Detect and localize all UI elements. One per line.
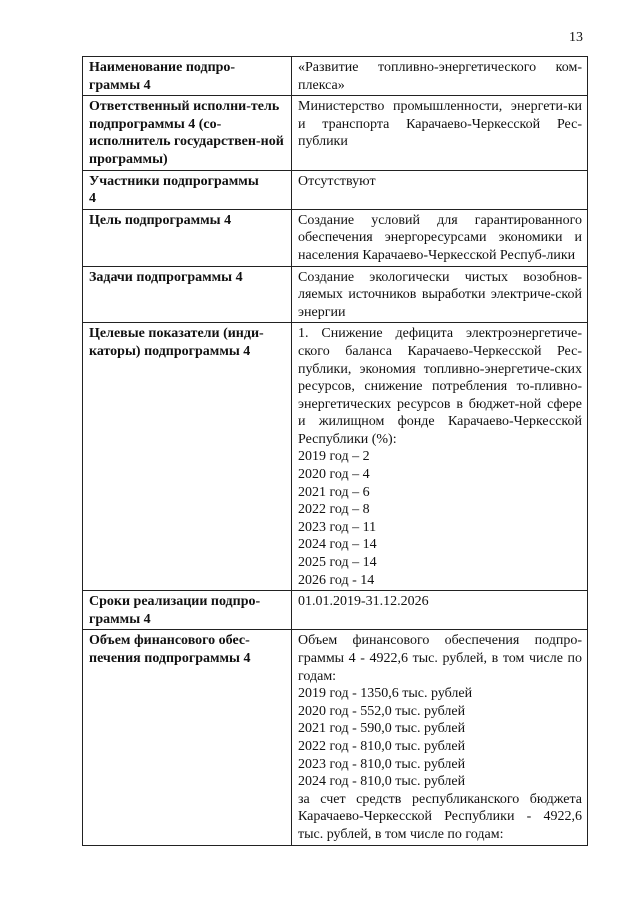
- table-body: [83, 57, 588, 846]
- row-value: [292, 209, 588, 266]
- row-label: Целевые показатели (инди-каторы) подпрограммы 4: [83, 323, 292, 591]
- value-line: 2020 год - 552,0 тыс. рублей: [298, 703, 466, 719]
- value-line: 2022 год – 8: [298, 502, 370, 518]
- value-line: 1. Снижение дефицита электроэнергетиче-ского баланса Карачаево-Черкесской Рес-публики, экономия топливно-энергетиче-ских ресурсов, снижение потребления то-пливно-энергетических ресурсов в бюджет-ной сфере и жилищном фонде Карачаево-Черкесской Республики (%):: [298, 326, 582, 447]
- row-label: Цель подпрограммы 4: [83, 209, 292, 266]
- value-line: 2025 год – 14: [298, 555, 377, 571]
- value-line: Создание условий для гарантированного обеспечения энергоресурсами экономики и населения Карачаево-Черкесской Респуб-лики: [298, 212, 582, 263]
- row-value: [292, 57, 588, 96]
- value-line: 2024 год – 14: [298, 537, 377, 553]
- row-label: Сроки реализации подпро-граммы 4: [83, 591, 292, 630]
- row-value: [292, 630, 588, 845]
- table-row: [83, 209, 588, 266]
- subprogram-passport-table: [82, 56, 588, 846]
- value-line: 2023 год – 11: [298, 519, 377, 535]
- table-row: [83, 591, 588, 630]
- value-line: 2026 год - 14: [298, 572, 375, 588]
- value-line: Объем финансового обеспечения подпро-граммы 4 - 4922,6 тыс. рублей, в том числе по годам:: [298, 633, 582, 684]
- table-row: [83, 96, 588, 170]
- row-value: [292, 170, 588, 209]
- page-number: 13: [569, 30, 583, 45]
- table-row: [83, 323, 588, 591]
- value-line: 2024 год - 810,0 тыс. рублей: [298, 774, 466, 790]
- table-row: [83, 57, 588, 96]
- value-line: за счет средств республиканского бюджета Карачаево-Черкесской Республики - 4922,6 тыс. рублей, в том числе по годам:: [298, 791, 582, 842]
- table-row: [83, 170, 588, 209]
- value-line: 2019 год - 1350,6 тыс. рублей: [298, 686, 473, 702]
- row-label: Наименование подпро-граммы 4: [83, 57, 292, 96]
- table-row: [83, 266, 588, 323]
- value-line: 2021 год – 6: [298, 484, 370, 500]
- row-label: Ответственный исполни-тель подпрограммы 4 (со-исполнитель государствен-ной программы): [83, 96, 292, 170]
- row-value: [292, 323, 588, 591]
- value-line: «Развитие топливно-энергетического ком-плекса»: [298, 60, 582, 93]
- row-value: [292, 591, 588, 630]
- row-value: [292, 96, 588, 170]
- value-line: 2023 год - 810,0 тыс. рублей: [298, 756, 466, 772]
- row-label: Участники подпрограммы 4: [83, 170, 292, 209]
- value-line: 01.01.2019-31.12.2026: [298, 594, 429, 610]
- value-line: 2020 год – 4: [298, 467, 370, 483]
- row-label: Объем финансового обес-печения подпрограммы 4: [83, 630, 292, 845]
- value-line: 2019 год – 2: [298, 449, 370, 465]
- value-line: Создание экологически чистых возобнов-ляемых источников выработки электриче-ской энергии: [298, 269, 582, 320]
- table-row: [83, 630, 588, 845]
- value-line: Министерство промышленности, энергети-ки и транспорта Карачаево-Черкесской Рес-публики: [298, 99, 582, 150]
- value-line: 2021 год - 590,0 тыс. рублей: [298, 721, 466, 737]
- value-line: 2022 год - 810,0 тыс. рублей: [298, 738, 466, 754]
- value-line: Отсутствуют: [298, 173, 376, 189]
- row-value: [292, 266, 588, 323]
- row-label: Задачи подпрограммы 4: [83, 266, 292, 323]
